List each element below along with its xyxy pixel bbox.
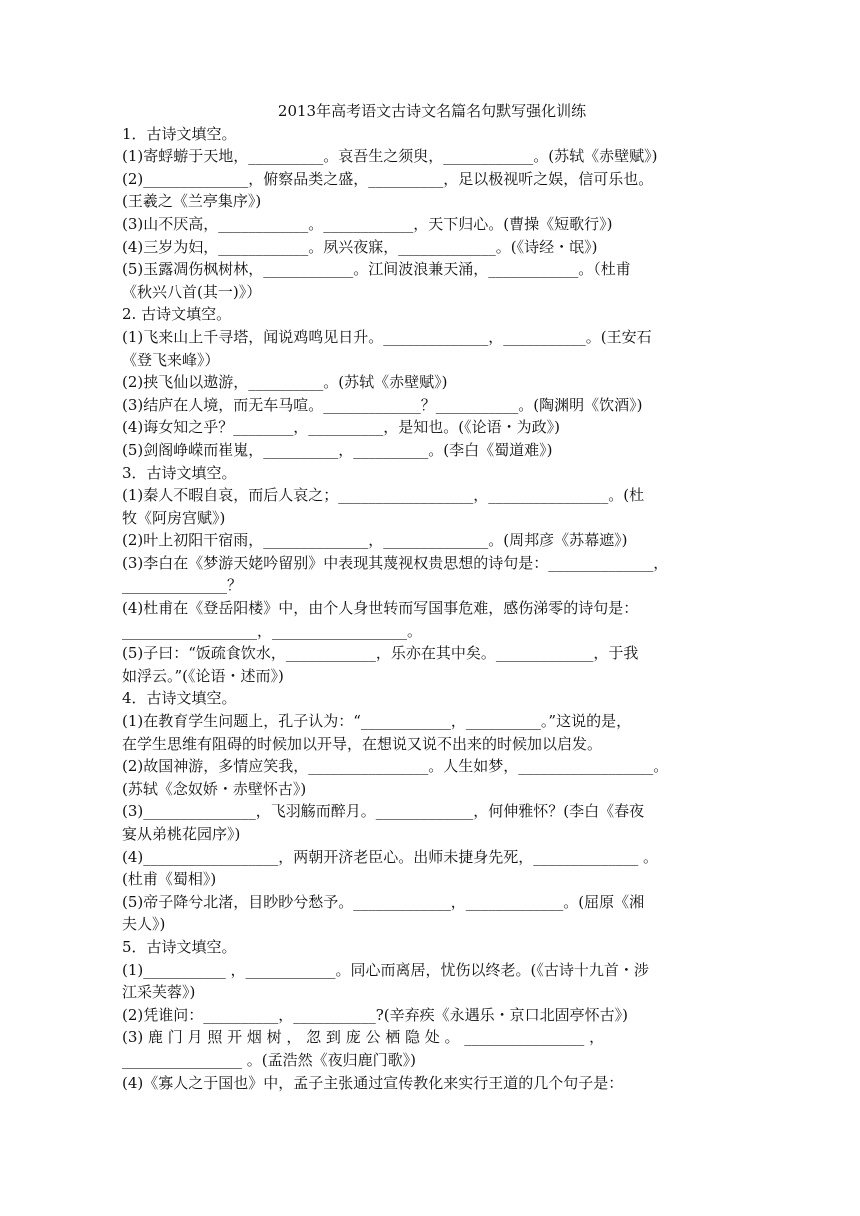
text-line: (4)杜甫在《登岳阳楼》中，由个人身世转而写国事危难，感伤涕零的诗句是： [122,599,639,618]
text-line: 《登飞来峰》） [122,350,220,369]
text-line: (1)___________ ，____________。同心而离居，忧伤以终老。(《古诗十九首・涉 [122,960,649,979]
text-line: ________________ 。(孟浩然《夜归鹿门歌》) [122,1050,416,1069]
text-line: (5)帝子降兮北渚，目眇眇兮愁予。_____________，_____________。(屈原《湘 [122,892,645,911]
text-line: 《秋兴八首(其一)》） [122,282,262,301]
text-line: 2. 古诗文填空。 [122,305,232,324]
text-line: (3)山不厌高，____________。____________，天下归心。(曹操《短歌行》) [122,214,613,233]
text-line: (2)叶上初阳干宿雨，______________，______________。(周邦彦《苏幕遮》) [122,531,628,550]
document-page [122,100,742,1094]
text-line: 宴从弟桃花园序》) [122,825,241,843]
text-line: (3)结庐在人境，而无车马喧。_____________？___________。(陶渊明《饮酒》) [122,395,643,414]
text-line: __________________，__________________。 [122,621,423,640]
text-line: (杜甫《蜀相》) [122,870,217,889]
text-line: (3) 鹿 门 月 照 开 烟 树 ， 忽 到 庞 公 栖 隐 处 。 ________________ ， [122,1028,605,1047]
text-line: ______________？ [122,576,243,595]
document-body [122,123,742,1095]
text-line: 5．古诗文填空。 [122,937,237,956]
text-line: (1)寄蜉蝣于天地，__________。哀吾生之须臾，____________。(苏轼《赤壁赋》) [122,147,658,166]
text-line: (4)诲女知之乎？________，__________，是知也。(《论语・为政》) [122,418,560,437]
text-line: (3)李白在《梦游天姥吟留别》中表现其蔑视权贵思想的诗句是：______________， [122,553,669,572]
text-line: (王羲之《兰亭集序》) [122,192,262,211]
text-line: 夫人》) [122,915,166,934]
text-line: 牧《阿房宫赋》) [122,508,226,527]
text-line: (2)故国神游，多情应笑我，________________。人生如梦，__________________。 [122,757,669,776]
text-line: (5)剑阁峥嵘而崔嵬，__________，__________。(李白《蜀道难》) [122,440,553,459]
text-line: (苏轼《念奴娇・赤壁怀古》) [122,779,307,798]
text-line: (1)秦人不暇自哀，而后人哀之；__________________，________________。(杜 [122,486,645,505]
text-line: (1)飞来山上千寻塔，闻说鸡鸣见日升。______________，___________。(王安石 [122,327,652,346]
text-line: (2)______________，俯察品类之盛，__________，足以极视听之娱，信可乐也。 [122,169,654,188]
text-line: (5)玉露凋伤枫树林，____________。江间波浪兼天涌，____________。（杜甫 [122,260,631,279]
document-title: 2013年高考语文古诗文名篇名句默写强化训练 [277,102,587,120]
text-line: 3．古诗文填空。 [122,463,237,482]
text-line: (4)《寡人之于国也》中，孟子主张通过宣传教化来实行王道的几个句子是： [122,1073,624,1092]
text-line: 1．古诗文填空。 [122,124,237,143]
text-line: (3)_______________，飞羽觞而醉月。_____________，何伸雅怀？(李白《春夜 [122,802,645,821]
text-line: (2)凭谁问：__________，___________?(辛弃疾《永遇乐・京口北固亭怀古》) [122,1005,628,1024]
text-line: 在学生思维有阻碍的时候加以开导，在想说又说不出来的时候加以启发。 [122,734,603,753]
text-line: 如浮云。”(《论语・述而》) [122,666,284,685]
text-line: 4．古诗文填空。 [122,689,237,708]
text-line: (1)在教育学生问题上，孔子认为：“____________，__________。”这说的是， [122,712,632,731]
text-line: (4)三岁为妇，____________。夙兴夜寐，_____________。(《诗经・氓》) [122,237,598,256]
text-line: (2)挟飞仙以遨游，__________。(苏轼《赤壁赋》) [122,373,448,392]
text-line: 江采芙蓉》) [122,983,196,1002]
text-line: (4)__________________，两朝开济老臣心。出师未捷身先死，______________ 。 [122,847,659,866]
text-line: (5)子曰：“饭疏食饮水，____________，乐亦在其中矣。_____________，于我 [122,644,639,663]
